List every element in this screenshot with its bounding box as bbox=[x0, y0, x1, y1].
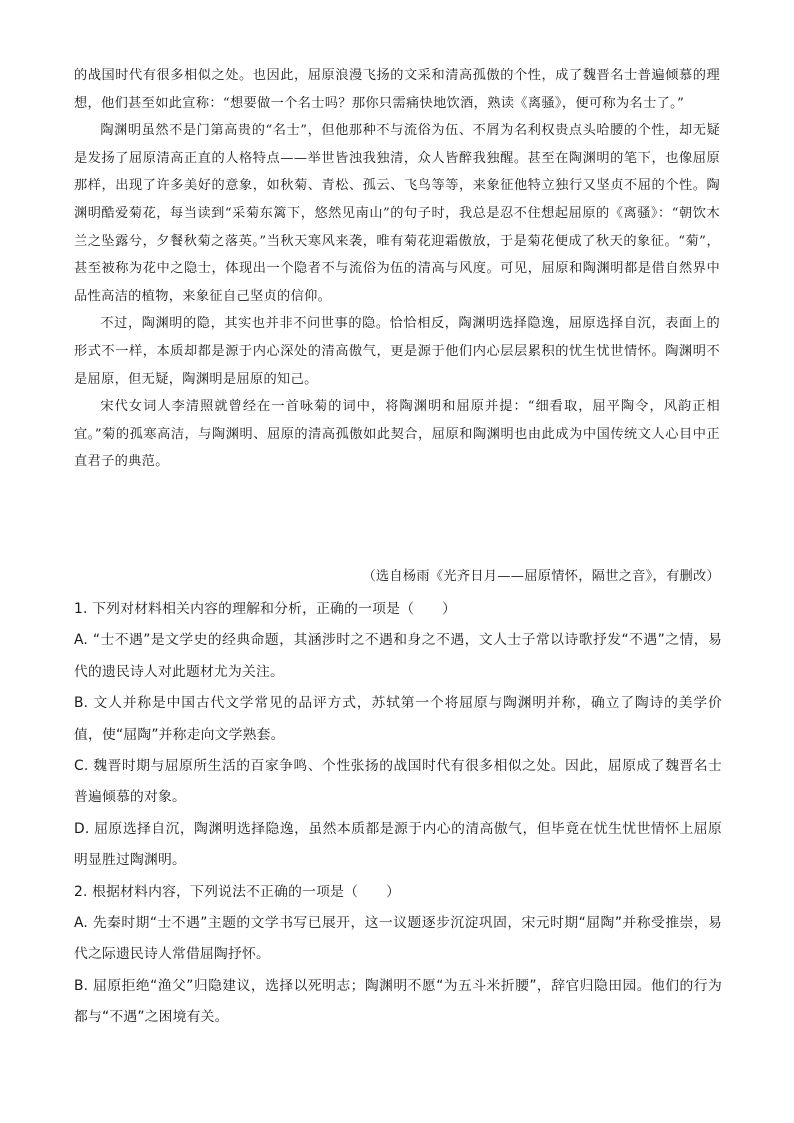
option-a: A. 先秦时期“士不遇”主题的文学书写已展开，这一议题逐步沉淀巩固，宋元时期“屈陶”并称受推崇，易代之际遗民诗人常借屈陶抒怀。 bbox=[74, 915, 722, 963]
question-1 bbox=[74, 594, 722, 877]
option-c: C. 魏晋时期与屈原所生活的百家争鸣、个性张扬的战国时代有很多相似之处。因此，屈原成了魏晋名士普遍倾慕的对象。 bbox=[74, 758, 722, 806]
passage-paragraph-2: 陶渊明虽然不是门第高贵的“名士”，但他那种不与流俗为伍、不屑为名利权贵点头哈腰的个性，却无疑是发扬了屈原清高正直的人格特点——举世皆浊我独清，众人皆醉我独醒。甚至在陶渊明的笔下，也像屈原那样，出现了许多美好的意象，如秋菊、青松、孤云、飞鸟等等，来象征他特立独行又坚贞不屈的个性。陶渊明酷爱菊花，每当读到“采菊东篱下，悠然见南山”的句子时，我总是忍不住想起屈原的《离骚》：“朝饮木兰之坠露兮，夕餐秋菊之落英。”当秋天寒风来袭，唯有菊花迎霜傲放，于是菊花便成了秋天的象征。“菊”，甚至被称为花中之隐士，体现出一个隐者不与流俗为伍的清高与风度。可见，屈原和陶渊明都是借自然界中品性高洁的植物，来象征自己坚贞的信仰。 bbox=[74, 123, 720, 304]
passage-paragraph-3: 不过，陶渊明的隐，其实也并非不问世事的隐。恰恰相反，陶渊明选择隐逸，屈原选择自沉，表面上的形式不一样，本质却都是源于内心深处的清高傲气，更是源于他们内心层层累积的忧生忧世情怀。陶渊明不是屈原，但无疑，陶渊明是屈原的知己。 bbox=[74, 316, 720, 387]
question-stem: 1. 下列对材料相关内容的理解和分析，正确的一项是（ ） bbox=[74, 601, 457, 617]
option-b: B. 屈原拒绝“渔父”归隐建议，选择以死明志；陶渊明不愿“为五斗米折腰”，辞官归隐田园。他们的行为都与“不遇”之困境有关。 bbox=[74, 977, 722, 1026]
question-stem: 2. 根据材料内容，下列说法不正确的一项是（ ） bbox=[74, 883, 401, 900]
passage-source-citation: （选自杨雨《光齐日月——屈原情怀，隔世之音》，有删改） bbox=[362, 569, 720, 584]
reading-passage bbox=[74, 62, 720, 476]
question-list bbox=[74, 594, 722, 1034]
option-a: A. “士不遇”是文学史的经典命题，其涵涉时之不遇和身之不遇，文人士子常以诗歌抒发“不遇”之情，易代的遗民诗人对此题材尤为关注。 bbox=[74, 632, 722, 680]
option-b: B. 文人并称是中国古代文学常见的品评方式，苏轼第一个将屈原与陶渊明并称，确立了陶诗的美学价值，使“屈陶”并称走向文学熟套。 bbox=[74, 695, 722, 743]
passage-paragraph-4: 宋代女词人李清照就曾经在一首咏菊的词中，将陶渊明和屈原并提：“细看取，屈平陶令，风韵正相宜。”菊的孤寒高洁，与陶渊明、屈原的清高孤傲如此契合，屈原和陶渊明也由此成为中国传统文人心目中正直君子的典范。 bbox=[74, 399, 720, 470]
question-2 bbox=[74, 877, 722, 1034]
passage-paragraph-1-continued: 的战国时代有很多相似之处。也因此，屈原浪漫飞扬的文采和清高孤傲的个性，成了魏晋名士普遍倾慕的理想，他们甚至如此宣称：“想要做一个名士吗？那你只需痛快地饮酒，熟读《离骚》，便可称为名士了。” bbox=[74, 68, 720, 111]
option-d: D. 屈原选择自沉，陶渊明选择隐逸，虽然本质都是源于内心的清高傲气，但毕竟在忧生忧世情怀上屈原明显胜过陶渊明。 bbox=[74, 820, 722, 869]
